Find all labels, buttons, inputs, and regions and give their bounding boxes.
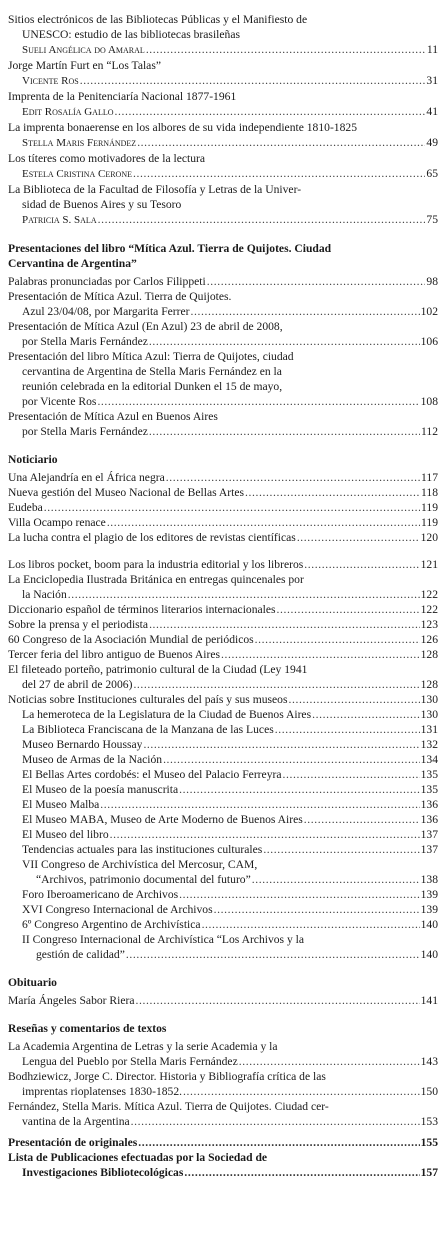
entry-leader-line xyxy=(8,617,438,632)
entry-title: XVI Congreso Internacional de Archivos xyxy=(22,903,213,916)
article-author-line xyxy=(8,73,438,89)
heading-line: Presentaciones del libro “Mítica Azul. Tierra de Quijotes. Ciudad xyxy=(8,242,332,255)
dot-leader xyxy=(207,274,426,289)
dot-leader xyxy=(202,917,420,932)
article-title-line: Sitios electrónicos de las Bibliotecas Públicas y el Manifiesto de xyxy=(8,13,308,26)
dot-leader xyxy=(163,752,420,767)
entry-leader-line xyxy=(8,557,438,572)
entry-title: Una Alejandría en el África negra xyxy=(8,471,165,484)
noticia-item xyxy=(8,602,438,617)
article-title-line: Los títeres como motivadores de la lectura xyxy=(8,152,206,165)
page-number: 108 xyxy=(420,395,438,408)
articles-section xyxy=(8,12,438,228)
entry-leader-line xyxy=(8,587,438,602)
entry-leader-line xyxy=(22,797,438,812)
entry-title: Tercer feria del libro antiguo de Buenos Aires xyxy=(8,648,220,661)
noticia-item xyxy=(8,530,438,545)
obituario-item xyxy=(8,993,438,1008)
final-item xyxy=(8,1135,438,1150)
entry-leader-line xyxy=(22,872,438,887)
entry-leader-line xyxy=(8,692,438,707)
presentacion-item xyxy=(8,289,438,319)
entry-leader-line xyxy=(8,485,438,500)
dot-leader xyxy=(126,947,420,962)
varios-section xyxy=(8,557,438,707)
author-name: Patricia S. Sala xyxy=(22,214,97,226)
page-number: 138 xyxy=(420,873,438,886)
page-number: 98 xyxy=(426,275,438,288)
dot-leader xyxy=(239,1054,420,1069)
article-title-line: UNESCO: estudio de las bibliotecas brasileñas xyxy=(22,28,240,41)
entry-line: VII Congreso de Archivística del Mercosur, CAM, xyxy=(22,858,258,871)
article-author-line xyxy=(8,166,438,182)
museo-item xyxy=(8,857,438,887)
entry-leader-line xyxy=(8,1135,438,1150)
noticia-item xyxy=(8,500,438,515)
entry-title: por Stella Maris Fernández xyxy=(22,335,148,348)
museo-item xyxy=(8,737,438,752)
page-number: 119 xyxy=(421,516,438,529)
entry-line: La Enciclopedia Ilustrada Británica en entregas quincenales por xyxy=(8,573,304,586)
page-number: 122 xyxy=(420,603,438,616)
resenas-heading: Reseñas y comentarios de textos xyxy=(8,1022,167,1035)
article-title-line: Imprenta de la Penitenciaría Nacional 1877-1961 xyxy=(8,90,237,103)
entry-leader-line xyxy=(22,812,438,827)
dot-leader xyxy=(179,782,419,797)
entry-title: Villa Ocampo renace xyxy=(8,516,106,529)
dot-leader xyxy=(149,424,420,439)
noticia-item xyxy=(8,647,438,662)
page-number: 143 xyxy=(420,1055,438,1068)
author-name: Edit Rosalía Gallo xyxy=(22,106,114,118)
page-number: 137 xyxy=(420,843,438,856)
final-item xyxy=(8,1150,438,1180)
page-number: 121 xyxy=(420,558,438,571)
noticia-item xyxy=(8,632,438,647)
dot-leader xyxy=(97,394,419,409)
entry-leader-line xyxy=(22,752,438,767)
presentaciones-section xyxy=(8,274,438,439)
noticiario-heading: Noticiario xyxy=(8,453,58,466)
museo-item xyxy=(8,767,438,782)
entry-title: Foro Iberoamericano de Archivos xyxy=(22,888,179,901)
entry-title: Investigaciones Bibliotecológicas xyxy=(22,1166,184,1179)
entry-leader-line xyxy=(8,677,438,692)
dot-leader xyxy=(277,602,420,617)
page-number: 126 xyxy=(420,633,438,646)
page-number: 31 xyxy=(426,74,438,87)
museo-item xyxy=(8,932,438,962)
noticia-item xyxy=(8,515,438,530)
page-number: 41 xyxy=(426,105,438,118)
dot-leader xyxy=(312,707,420,722)
dot-leader xyxy=(179,887,419,902)
entry-line: cervantina de Argentina de Stella Maris Fernández en la xyxy=(22,365,282,378)
entry-title: 60 Congreso de la Asociación Mundial de periódicos xyxy=(8,633,254,646)
entry-title: del 27 de abril de 2006) xyxy=(22,678,133,691)
entry-title: Presentación de originales xyxy=(8,1136,138,1149)
entry-title: Los libros pocket, boom para la industria editorial y los libreros xyxy=(8,558,304,571)
dot-leader xyxy=(100,797,419,812)
entry-leader-line xyxy=(8,530,438,545)
dot-leader xyxy=(115,104,426,119)
page-number: 134 xyxy=(420,753,438,766)
dot-leader xyxy=(304,557,419,572)
page-number: 132 xyxy=(420,738,438,751)
entry-leader-line xyxy=(22,722,438,737)
article-author-line xyxy=(8,212,438,228)
entry-title: Museo Bernardo Houssay xyxy=(22,738,143,751)
article-title-line: sidad de Buenos Aires y su Tesoro xyxy=(22,198,182,211)
dot-leader xyxy=(137,135,425,150)
museo-item xyxy=(8,752,438,767)
article-entry xyxy=(8,89,438,120)
dot-leader xyxy=(110,827,420,842)
page-number: 106 xyxy=(420,335,438,348)
presentacion-item xyxy=(8,319,438,349)
obituario-heading: Obituario xyxy=(8,976,57,989)
dot-leader xyxy=(80,73,426,88)
dot-leader xyxy=(183,1084,420,1099)
entry-title: Nueva gestión del Museo Nacional de Bellas Artes xyxy=(8,486,245,499)
page-number: 150 xyxy=(420,1085,438,1098)
dot-leader xyxy=(221,647,420,662)
dot-leader xyxy=(68,587,420,602)
article-entry xyxy=(8,58,438,89)
entry-title: Tendencias actuales para las instituciones culturales xyxy=(22,843,263,856)
page-number: 153 xyxy=(420,1115,438,1128)
noticia-item xyxy=(8,617,438,632)
page-number: 119 xyxy=(421,501,438,514)
article-author-line xyxy=(8,104,438,120)
resena-item xyxy=(8,1069,438,1099)
entry-title: El Museo Malba xyxy=(22,798,100,811)
entry-leader-line xyxy=(22,767,438,782)
dot-leader xyxy=(44,500,420,515)
entry-title: La hemeroteca de la Legislatura de la Ciudad de Buenos Aires xyxy=(22,708,312,721)
entry-leader-line xyxy=(8,500,438,515)
article-title-line: La imprenta bonaerense en los albores de su vida independiente 1810-1825 xyxy=(8,121,357,134)
entry-title: 6º Congreso Argentino de Archivística xyxy=(22,918,201,931)
obituario-section xyxy=(8,993,438,1008)
page-number: 139 xyxy=(420,903,438,916)
dot-leader xyxy=(304,812,420,827)
dot-leader xyxy=(133,166,425,181)
dot-leader xyxy=(133,677,419,692)
dot-leader xyxy=(143,737,419,752)
dot-leader xyxy=(245,485,420,500)
entry-leader-line xyxy=(22,707,438,722)
entry-title: El Bellas Artes cordobés: el Museo del Palacio Ferreyra xyxy=(22,768,282,781)
page-number: 135 xyxy=(420,768,438,781)
page-number: 122 xyxy=(420,588,438,601)
resena-item xyxy=(8,1039,438,1069)
entry-leader-line xyxy=(22,842,438,857)
page-number: 136 xyxy=(420,798,438,811)
entry-leader-line xyxy=(8,647,438,662)
author-name: Estela Cristina Cerone xyxy=(22,168,132,180)
dot-leader xyxy=(275,722,420,737)
entry-leader-line xyxy=(8,1084,438,1099)
entry-title: El Museo de la poesía manuscrita xyxy=(22,783,179,796)
author-name: Vicente Ros xyxy=(22,75,79,87)
museo-item xyxy=(8,887,438,902)
dot-leader xyxy=(149,334,420,349)
entry-title: Museo de Armas de la Nación xyxy=(22,753,163,766)
dot-leader xyxy=(263,842,419,857)
dot-leader xyxy=(98,212,426,227)
noticia-item xyxy=(8,572,438,602)
article-author-line xyxy=(8,42,438,58)
entry-title: gestión de calidad” xyxy=(36,948,125,961)
entry-title: “Archivos, patrimonio documental del futuro” xyxy=(36,873,251,886)
page-number: 75 xyxy=(426,213,438,226)
entry-leader-line xyxy=(8,424,438,439)
dot-leader xyxy=(297,530,420,545)
dot-leader xyxy=(255,632,420,647)
entry-leader-line xyxy=(8,515,438,530)
page-number: 155 xyxy=(420,1136,438,1149)
entry-title: vantina de la Argentina xyxy=(22,1115,130,1128)
page-number: 157 xyxy=(420,1166,438,1179)
dot-leader xyxy=(289,692,420,707)
page-number: 131 xyxy=(420,723,438,736)
heading-line: Cervantina de Argentina” xyxy=(8,257,137,270)
entry-leader-line xyxy=(8,1114,438,1129)
entry-line: La Academia Argentina de Letras y la serie Academia y la xyxy=(8,1040,278,1053)
noticia-item xyxy=(8,557,438,572)
article-entry xyxy=(8,120,438,151)
entry-line: Presentación del libro Mítica Azul: Tierra de Quijotes, ciudad xyxy=(8,350,294,363)
entry-line: Presentación de Mítica Azul en Buenos Aires xyxy=(8,410,218,423)
entry-leader-line xyxy=(8,334,438,349)
article-entry xyxy=(8,151,438,182)
page-number: 123 xyxy=(420,618,438,631)
noticia-item xyxy=(8,662,438,692)
page-number: 139 xyxy=(420,888,438,901)
article-author-line xyxy=(8,135,438,151)
entry-leader-line xyxy=(22,887,438,902)
museo-item xyxy=(8,722,438,737)
museo-item xyxy=(8,842,438,857)
entry-leader-line xyxy=(8,993,438,1008)
presentacion-item xyxy=(8,409,438,439)
page-number: 130 xyxy=(420,693,438,706)
dot-leader xyxy=(136,993,420,1008)
noticia-item xyxy=(8,692,438,707)
author-name: Sueli Angélica do Amaral xyxy=(22,44,145,56)
page-number: 140 xyxy=(420,918,438,931)
page-number: 136 xyxy=(420,813,438,826)
entry-title: La lucha contra el plagio de los editores de revistas científicas xyxy=(8,531,296,544)
page-number: 120 xyxy=(420,531,438,544)
page-number: 102 xyxy=(420,305,438,318)
page-number: 128 xyxy=(420,678,438,691)
article-title-line: Jorge Martín Furt en “Los Talas” xyxy=(8,59,161,72)
noticiario-section xyxy=(8,470,438,545)
entry-leader-line xyxy=(8,1054,438,1069)
museo-item xyxy=(8,812,438,827)
entry-title: Palabras pronunciadas por Carlos Filippeti xyxy=(8,275,206,288)
entry-title: La Biblioteca Franciscana de la Manzana de las Luces xyxy=(22,723,274,736)
entry-line: Fernández, Stella Maris. Mítica Azul. Tierra de Quijotes. Ciudad cer- xyxy=(8,1100,329,1113)
entry-line: Presentación de Mítica Azul (En Azul) 23 de abril de 2008, xyxy=(8,320,283,333)
entry-title: Diccionario español de términos literarios internacionales xyxy=(8,603,276,616)
page-number: 135 xyxy=(420,783,438,796)
entry-title: Lengua del Pueblo por Stella Maris Fernández xyxy=(22,1055,238,1068)
dot-leader xyxy=(252,872,420,887)
museo-item xyxy=(8,827,438,842)
entry-title: El Museo MABA, Museo de Arte Moderno de Buenos Aires xyxy=(22,813,303,826)
page-number: 140 xyxy=(420,948,438,961)
author-name: Stella Maris Fernández xyxy=(22,137,137,149)
dot-leader xyxy=(131,1114,420,1129)
dot-leader xyxy=(149,617,420,632)
resena-item xyxy=(8,1099,438,1129)
article-entry xyxy=(8,182,438,228)
page-number: 65 xyxy=(426,167,438,180)
entry-leader-line xyxy=(8,602,438,617)
entry-line: reunión celebrada en la editorial Dunken el 15 de mayo, xyxy=(22,380,283,393)
page-number: 11 xyxy=(426,43,438,56)
dot-leader xyxy=(138,1135,419,1150)
museos-subsection xyxy=(8,707,438,962)
entry-line: El fileteado porteño, patrimonio cultural de la Ciudad (Ley 1941 xyxy=(8,663,308,676)
museo-item xyxy=(8,902,438,917)
resenas-section xyxy=(8,1039,438,1129)
entry-leader-line xyxy=(22,782,438,797)
page-number: 130 xyxy=(420,708,438,721)
entry-leader-line xyxy=(22,917,438,932)
page-number: 49 xyxy=(426,136,438,149)
noticia-item xyxy=(8,485,438,500)
entry-line: Presentación de Mítica Azul. Tierra de Quijotes. xyxy=(8,290,232,303)
page-number: 128 xyxy=(420,648,438,661)
entry-title: El Museo del libro xyxy=(22,828,109,841)
presentacion-item xyxy=(8,349,438,409)
entry-line: Lista de Publicaciones efectuadas por la Sociedad de xyxy=(8,1151,268,1164)
presentaciones-heading xyxy=(8,241,438,271)
dot-leader xyxy=(107,515,420,530)
entry-leader-line xyxy=(8,274,438,289)
entry-leader-line xyxy=(22,947,438,962)
entry-title: Azul 23/04/08, por Margarita Ferrer xyxy=(22,305,190,318)
entry-title: María Ángeles Sabor Riera xyxy=(8,994,135,1007)
entry-leader-line xyxy=(8,470,438,485)
museo-item xyxy=(8,797,438,812)
page-number: 112 xyxy=(421,425,438,438)
entry-title: Eudeba xyxy=(8,501,43,514)
entry-leader-line xyxy=(22,827,438,842)
page-number: 141 xyxy=(420,994,438,1007)
entry-leader-line xyxy=(8,632,438,647)
entry-leader-line xyxy=(8,304,438,319)
entry-title: Sobre la prensa y el periodista xyxy=(8,618,149,631)
entry-leader-line xyxy=(8,1165,438,1180)
page-number: 118 xyxy=(421,486,438,499)
entry-title: por Vicente Ros xyxy=(22,395,97,408)
museo-item xyxy=(8,917,438,932)
museo-item xyxy=(8,707,438,722)
dot-leader xyxy=(191,304,420,319)
presentacion-item xyxy=(8,274,438,289)
dot-leader xyxy=(214,902,420,917)
entry-leader-line xyxy=(8,394,438,409)
dot-leader xyxy=(283,767,420,782)
entry-title: la Nación xyxy=(22,588,67,601)
entry-line: Bodhziewicz, Jorge C. Director. Historia y Bibliografía crítica de las xyxy=(8,1070,326,1083)
entry-title: por Stella Maris Fernández xyxy=(22,425,148,438)
entry-leader-line xyxy=(22,737,438,752)
article-title-line: La Biblioteca de la Facultad de Filosofía y Letras de la Univer- xyxy=(8,183,302,196)
article-entry xyxy=(8,12,438,58)
dot-leader xyxy=(184,1165,419,1180)
final-section xyxy=(8,1135,438,1180)
page-number: 137 xyxy=(420,828,438,841)
museo-item xyxy=(8,782,438,797)
entry-leader-line xyxy=(22,902,438,917)
dot-leader xyxy=(166,470,420,485)
entry-title: Noticias sobre Instituciones culturales del país y sus museos xyxy=(8,693,288,706)
entry-line: II Congreso Internacional de Archivística “Los Archivos y la xyxy=(22,933,305,946)
page-number: 117 xyxy=(421,471,438,484)
dot-leader xyxy=(146,42,426,57)
noticia-item xyxy=(8,470,438,485)
entry-title: imprentas rioplatenses 1830-1852. xyxy=(22,1085,183,1098)
